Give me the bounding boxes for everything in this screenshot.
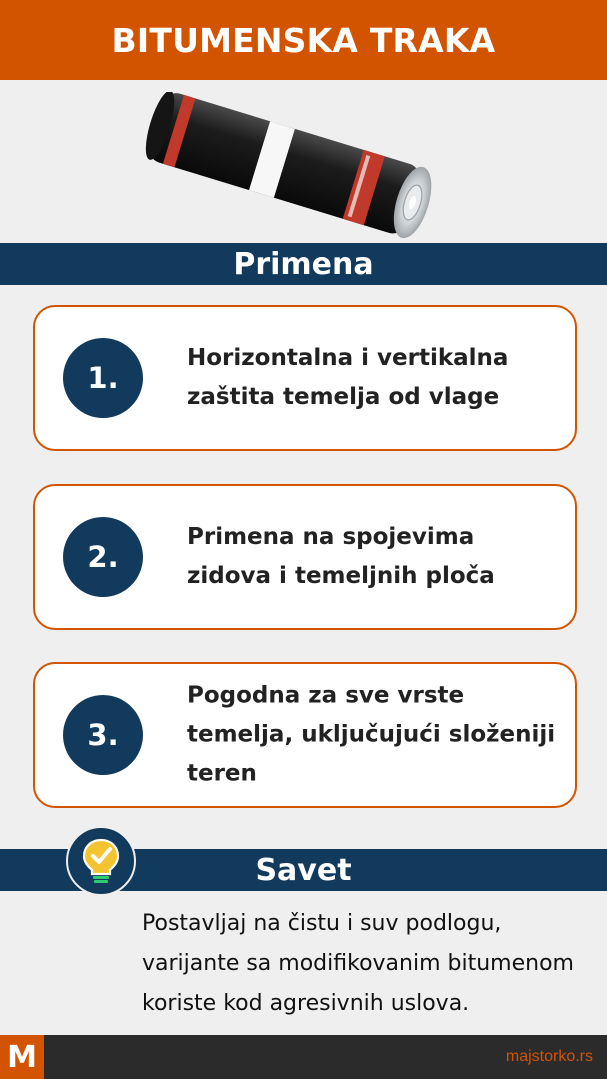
list-item [33,662,577,808]
item-text: Pogodna za sve vrste temelja, uključujući složeniji teren [187,682,556,787]
tip-text: Postavljaj na čistu i suv podlogu, varijante sa modifikovanim bitumenom koriste kod agresivnih uslova. [142,911,574,1016]
site-link[interactable]: majstorko.rs [505,1048,593,1065]
item-text: Primena na spojevima zidova i temeljnih ploča [187,524,495,589]
site-logo: M [0,1035,44,1079]
section-title: Primena [233,246,374,282]
item-number-badge: 1. [63,338,143,418]
footer-bar [0,1035,607,1079]
header-banner [0,0,607,80]
item-number-badge: 2. [63,517,143,597]
page-title: BITUMENSKA TRAKA [111,20,496,60]
item-text: Horizontalna i vertikalna zaštita temelja od vlage [187,345,509,410]
bitumen-roll-image [140,92,460,242]
item-number-badge: 3. [63,695,143,775]
list-item [33,484,577,630]
section-primena-bar [0,243,607,285]
list-item [33,305,577,451]
lightbulb-check-icon [66,826,136,896]
section-title: Savet [255,852,352,888]
